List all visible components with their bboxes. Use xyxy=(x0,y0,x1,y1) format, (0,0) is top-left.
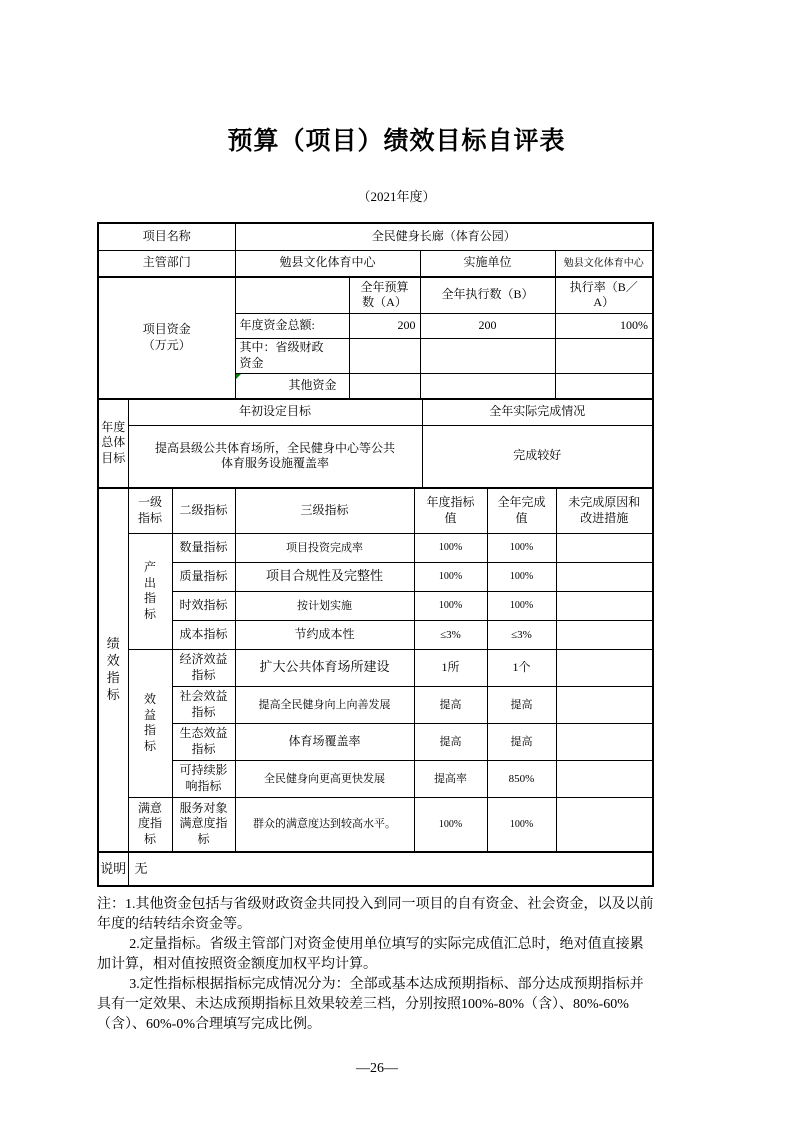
target-cell: 提高 xyxy=(414,686,487,723)
l3-cell: 按计划实施 xyxy=(235,591,414,620)
goal-set-value: 提高县级公共体育场所，全民健身中心等公共体育服务设施覆盖率 xyxy=(128,425,422,487)
col-header-target: 年度指标值 xyxy=(414,488,487,533)
note-line-1: 注：1.其他资金包括与省级财政资金共同投入到同一项目的自有资金、社会资金，以及以前年度的结转结余资金等。 xyxy=(97,897,654,933)
target-cell: ≤3% xyxy=(414,620,487,649)
impl-unit-label: 实施单位 xyxy=(420,250,555,276)
goal-actual-value: 完成较好 xyxy=(422,425,652,487)
empty-cell xyxy=(420,338,555,373)
project-name-value: 全民健身长廊（体育公园） xyxy=(235,224,652,250)
remark-value: 无 xyxy=(128,852,652,885)
l2-cell: 生态效益指标 xyxy=(172,723,235,760)
l2-cell: 数量指标 xyxy=(172,533,235,562)
actual-cell: 提高 xyxy=(487,686,556,723)
reason-cell xyxy=(556,533,652,562)
target-cell: 1所 xyxy=(414,649,487,686)
l2-cell: 质量指标 xyxy=(172,562,235,591)
funds-section xyxy=(99,277,652,399)
actual-cell: 100% xyxy=(487,797,556,851)
l3-cell: 扩大公共体育场所建设 xyxy=(235,649,414,686)
self-eval-table xyxy=(97,222,654,887)
target-cell: 100% xyxy=(414,591,487,620)
funds-col-rate: 执行率（B／A） xyxy=(555,277,652,313)
l2-cell: 服务对象满意度指标 xyxy=(172,797,235,851)
funds-total-exec: 200 xyxy=(420,313,555,338)
actual-cell: 850% xyxy=(487,760,556,797)
reason-cell xyxy=(556,723,652,760)
year-subtitle: （2021年度） xyxy=(357,189,436,205)
actual-cell: ≤3% xyxy=(487,620,556,649)
dept-value: 勉县文化体育中心 xyxy=(235,250,420,276)
actual-cell: 提高 xyxy=(487,723,556,760)
funds-other-label: 其他资金 xyxy=(235,373,349,398)
dept-label: 主管部门 xyxy=(99,250,235,276)
l3-cell: 项目合规性及完整性 xyxy=(235,562,414,591)
funds-col-exec: 全年执行数（B） xyxy=(420,277,555,313)
note-line-2: 2.定量指标。省级主管部门对资金使用单位填写的实际完成值汇总时，绝对值直接累加计算，相对值按照资金额度加权平均计算。 xyxy=(97,937,644,973)
target-cell: 100% xyxy=(414,533,487,562)
funds-total-label: 年度资金总额: xyxy=(235,313,349,338)
empty-cell xyxy=(420,373,555,398)
actual-cell: 100% xyxy=(487,533,556,562)
reason-cell xyxy=(556,649,652,686)
empty-cell xyxy=(349,338,420,373)
empty-cell xyxy=(555,338,652,373)
l2-cell: 经济效益指标 xyxy=(172,649,235,686)
reason-cell xyxy=(556,620,652,649)
annual-goal-section xyxy=(99,399,652,488)
col-header-reason: 未完成原因和改进措施 xyxy=(556,488,652,533)
page-title: 预算（项目）绩效目标自评表 xyxy=(227,128,566,155)
empty-cell xyxy=(235,277,349,313)
l3-cell: 全民健身向更高更快发展 xyxy=(235,760,414,797)
reason-cell xyxy=(556,797,652,851)
col-header-l2: 二级指标 xyxy=(172,488,235,533)
l3-cell: 节约成本性 xyxy=(235,620,414,649)
target-cell: 提高 xyxy=(414,723,487,760)
group-label-satisfaction: 满意度指标 xyxy=(128,797,172,851)
funds-label: 项目资金（万元） xyxy=(99,277,235,398)
indicators-section xyxy=(99,488,652,852)
col-header-l3: 三级指标 xyxy=(235,488,414,533)
remark-label: 说明 xyxy=(99,852,128,885)
note-line-3: 3.定性指标根据指标完成情况分为：全部或基本达成预期指标、部分达成预期指标并具有一定效果、未达成预期指标且效果较差三档，分别按照100%-80%（含）、80%-60%（含）、60%-0%合理填写完成比例。 xyxy=(97,977,644,1033)
target-cell: 100% xyxy=(414,562,487,591)
reason-cell xyxy=(556,591,652,620)
l3-cell: 体育场覆盖率 xyxy=(235,723,414,760)
l3-cell: 项目投资完成率 xyxy=(235,533,414,562)
empty-cell xyxy=(349,373,420,398)
reason-cell xyxy=(556,686,652,723)
impl-unit-value: 勉县文化体育中心 xyxy=(555,250,652,276)
l2-cell: 时效指标 xyxy=(172,591,235,620)
funds-col-budget: 全年预算数（A） xyxy=(349,277,420,313)
page-number: —26— xyxy=(356,1061,398,1077)
target-cell: 提高率 xyxy=(414,760,487,797)
empty-cell xyxy=(555,373,652,398)
funds-total-rate: 100% xyxy=(555,313,652,338)
l2-cell: 成本指标 xyxy=(172,620,235,649)
actual-cell: 100% xyxy=(487,562,556,591)
col-header-actual: 全年完成值 xyxy=(487,488,556,533)
cell-corner-marker xyxy=(236,374,241,379)
funds-total-budget: 200 xyxy=(349,313,420,338)
col-header-l1: 一级指标 xyxy=(128,488,172,533)
funds-provincial-label: 其中：省级财政资金 xyxy=(235,338,349,373)
goal-set-header: 年初设定目标 xyxy=(128,399,422,425)
actual-cell: 100% xyxy=(487,591,556,620)
goal-actual-header: 全年实际完成情况 xyxy=(422,399,652,425)
l3-cell: 群众的满意度达到较高水平。 xyxy=(235,797,414,851)
actual-cell: 1个 xyxy=(487,649,556,686)
group-label-benefit: 效益指标 xyxy=(128,649,172,797)
target-cell: 100% xyxy=(414,797,487,851)
perf-indicators-label: 绩效指标 xyxy=(99,488,128,851)
l2-cell: 可持续影响指标 xyxy=(172,760,235,797)
group-label-output: 产出指标 xyxy=(128,533,172,649)
notes-block xyxy=(97,895,657,1035)
reason-cell xyxy=(556,562,652,591)
l2-cell: 社会效益指标 xyxy=(172,686,235,723)
project-name-label: 项目名称 xyxy=(99,224,235,250)
l3-cell: 提高全民健身向上向善发展 xyxy=(235,686,414,723)
remark-section xyxy=(99,852,652,886)
annual-goal-label: 年度总体目标 xyxy=(99,399,128,487)
basic-info-section xyxy=(99,224,652,277)
reason-cell xyxy=(556,760,652,797)
